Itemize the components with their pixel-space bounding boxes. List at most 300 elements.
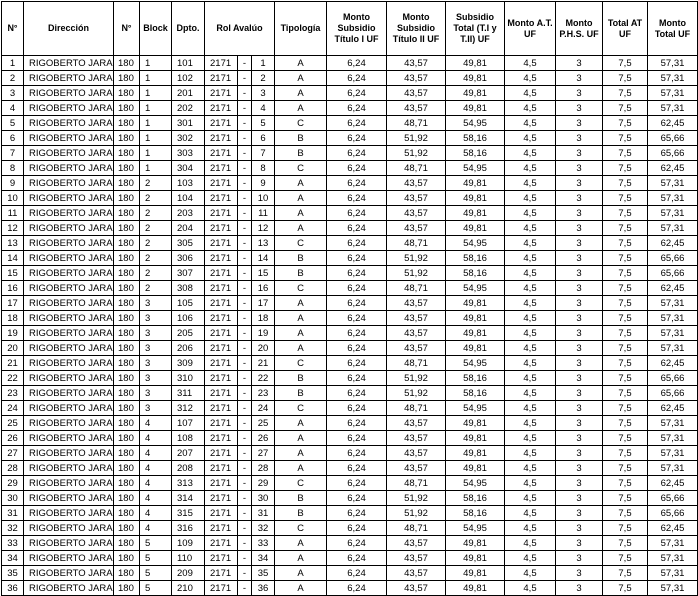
cell-n: 4 <box>2 101 24 116</box>
cell-subsidio-t1: 6,24 <box>327 176 387 191</box>
cell-numero: 180 <box>114 581 140 596</box>
cell-rol: 2171 <box>205 431 238 446</box>
cell-subsidio-total: 49,81 <box>446 326 505 341</box>
cell-rol-suffix: 22 <box>252 371 275 386</box>
cell-subsidio-t2: 43,57 <box>387 326 446 341</box>
cell-total-at: 7,5 <box>603 161 648 176</box>
cell-total-at: 7,5 <box>603 371 648 386</box>
cell-rol: 2171 <box>205 401 238 416</box>
cell-direccion: RIGOBERTO JARA <box>24 461 114 476</box>
cell-block: 1 <box>140 131 172 146</box>
table-row <box>2 191 698 206</box>
cell-rol: 2171 <box>205 71 238 86</box>
cell-monto-at: 4,5 <box>505 416 556 431</box>
cell-rol-suffix: 33 <box>252 536 275 551</box>
cell-rol-suffix: 24 <box>252 401 275 416</box>
cell-rol: 2171 <box>205 146 238 161</box>
cell-monto-phs: 3 <box>556 236 603 251</box>
cell-n: 36 <box>2 581 24 596</box>
cell-total-at: 7,5 <box>603 476 648 491</box>
cell-n: 21 <box>2 356 24 371</box>
cell-subsidio-t2: 51,92 <box>387 491 446 506</box>
cell-tipologia: A <box>275 296 327 311</box>
cell-monto-total: 57,31 <box>648 206 698 221</box>
cell-direccion: RIGOBERTO JARA <box>24 56 114 71</box>
cell-rol-suffix: 5 <box>252 116 275 131</box>
cell-dpto: 110 <box>172 551 205 566</box>
cell-rol: 2171 <box>205 176 238 191</box>
cell-total-at: 7,5 <box>603 71 648 86</box>
cell-monto-phs: 3 <box>556 401 603 416</box>
cell-monto-total: 65,66 <box>648 491 698 506</box>
cell-block: 2 <box>140 206 172 221</box>
cell-block: 3 <box>140 326 172 341</box>
cell-total-at: 7,5 <box>603 416 648 431</box>
cell-direccion: RIGOBERTO JARA <box>24 296 114 311</box>
cell-rol-separator: - <box>238 131 252 146</box>
header-row <box>2 2 698 56</box>
cell-block: 2 <box>140 281 172 296</box>
cell-monto-at: 4,5 <box>505 56 556 71</box>
table-row <box>2 581 698 596</box>
header-monto-subsidio-t1: Monto Subsidio Título I UF <box>327 2 387 56</box>
cell-subsidio-t2: 51,92 <box>387 506 446 521</box>
cell-direccion: RIGOBERTO JARA <box>24 416 114 431</box>
cell-rol-separator: - <box>238 491 252 506</box>
cell-numero: 180 <box>114 401 140 416</box>
cell-monto-total: 57,31 <box>648 551 698 566</box>
cell-monto-phs: 3 <box>556 101 603 116</box>
cell-dpto: 209 <box>172 566 205 581</box>
cell-rol-suffix: 3 <box>252 86 275 101</box>
cell-monto-phs: 3 <box>556 581 603 596</box>
cell-subsidio-total: 49,81 <box>446 206 505 221</box>
cell-subsidio-t2: 48,71 <box>387 236 446 251</box>
cell-subsidio-total: 49,81 <box>446 536 505 551</box>
cell-dpto: 102 <box>172 71 205 86</box>
cell-monto-at: 4,5 <box>505 266 556 281</box>
cell-monto-total: 57,31 <box>648 296 698 311</box>
cell-rol-suffix: 35 <box>252 566 275 581</box>
cell-monto-at: 4,5 <box>505 206 556 221</box>
cell-rol: 2171 <box>205 386 238 401</box>
table-row <box>2 236 698 251</box>
cell-subsidio-t2: 48,71 <box>387 116 446 131</box>
cell-tipologia: B <box>275 146 327 161</box>
cell-subsidio-t2: 43,57 <box>387 71 446 86</box>
cell-dpto: 106 <box>172 311 205 326</box>
cell-block: 1 <box>140 161 172 176</box>
cell-rol-separator: - <box>238 401 252 416</box>
cell-tipologia: A <box>275 191 327 206</box>
cell-monto-total: 65,66 <box>648 251 698 266</box>
cell-subsidio-t2: 48,71 <box>387 161 446 176</box>
cell-rol-separator: - <box>238 431 252 446</box>
cell-subsidio-total: 54,95 <box>446 236 505 251</box>
cell-monto-at: 4,5 <box>505 536 556 551</box>
cell-total-at: 7,5 <box>603 176 648 191</box>
cell-subsidio-t1: 6,24 <box>327 581 387 596</box>
cell-numero: 180 <box>114 446 140 461</box>
cell-numero: 180 <box>114 131 140 146</box>
cell-tipologia: C <box>275 521 327 536</box>
cell-rol-suffix: 34 <box>252 551 275 566</box>
cell-n: 14 <box>2 251 24 266</box>
cell-n: 3 <box>2 86 24 101</box>
cell-subsidio-t2: 43,57 <box>387 221 446 236</box>
cell-tipologia: A <box>275 56 327 71</box>
cell-n: 30 <box>2 491 24 506</box>
cell-block: 4 <box>140 476 172 491</box>
cell-total-at: 7,5 <box>603 116 648 131</box>
table-row <box>2 356 698 371</box>
cell-subsidio-t2: 43,57 <box>387 311 446 326</box>
cell-monto-total: 57,31 <box>648 536 698 551</box>
cell-n: 26 <box>2 431 24 446</box>
cell-monto-at: 4,5 <box>505 176 556 191</box>
cell-direccion: RIGOBERTO JARA <box>24 206 114 221</box>
cell-dpto: 308 <box>172 281 205 296</box>
cell-direccion: RIGOBERTO JARA <box>24 191 114 206</box>
cell-subsidio-t1: 6,24 <box>327 416 387 431</box>
table-row <box>2 161 698 176</box>
cell-dpto: 316 <box>172 521 205 536</box>
cell-subsidio-t2: 43,57 <box>387 461 446 476</box>
cell-monto-phs: 3 <box>556 356 603 371</box>
cell-dpto: 301 <box>172 116 205 131</box>
cell-numero: 180 <box>114 176 140 191</box>
cell-subsidio-t1: 6,24 <box>327 326 387 341</box>
cell-rol-separator: - <box>238 521 252 536</box>
cell-n: 27 <box>2 446 24 461</box>
cell-block: 2 <box>140 221 172 236</box>
cell-block: 4 <box>140 521 172 536</box>
cell-n: 9 <box>2 176 24 191</box>
cell-rol-separator: - <box>238 101 252 116</box>
cell-tipologia: C <box>275 116 327 131</box>
cell-dpto: 105 <box>172 296 205 311</box>
cell-monto-phs: 3 <box>556 221 603 236</box>
cell-monto-total: 62,45 <box>648 161 698 176</box>
cell-direccion: RIGOBERTO JARA <box>24 236 114 251</box>
cell-dpto: 104 <box>172 191 205 206</box>
cell-numero: 180 <box>114 416 140 431</box>
cell-tipologia: A <box>275 581 327 596</box>
cell-subsidio-t2: 43,57 <box>387 176 446 191</box>
cell-monto-at: 4,5 <box>505 251 556 266</box>
cell-tipologia: C <box>275 236 327 251</box>
cell-total-at: 7,5 <box>603 311 648 326</box>
cell-subsidio-t1: 6,24 <box>327 446 387 461</box>
cell-direccion: RIGOBERTO JARA <box>24 311 114 326</box>
cell-monto-total: 62,45 <box>648 356 698 371</box>
header-n: N° <box>2 2 24 56</box>
cell-subsidio-t1: 6,24 <box>327 341 387 356</box>
cell-total-at: 7,5 <box>603 491 648 506</box>
cell-rol: 2171 <box>205 506 238 521</box>
cell-monto-total: 62,45 <box>648 521 698 536</box>
cell-rol-suffix: 11 <box>252 206 275 221</box>
cell-dpto: 312 <box>172 401 205 416</box>
cell-monto-at: 4,5 <box>505 341 556 356</box>
cell-subsidio-t1: 6,24 <box>327 521 387 536</box>
cell-total-at: 7,5 <box>603 146 648 161</box>
cell-dpto: 303 <box>172 146 205 161</box>
cell-dpto: 205 <box>172 326 205 341</box>
cell-total-at: 7,5 <box>603 536 648 551</box>
cell-monto-at: 4,5 <box>505 146 556 161</box>
cell-monto-total: 57,31 <box>648 311 698 326</box>
cell-dpto: 207 <box>172 446 205 461</box>
cell-numero: 180 <box>114 206 140 221</box>
cell-rol-suffix: 17 <box>252 296 275 311</box>
cell-monto-phs: 3 <box>556 536 603 551</box>
cell-subsidio-t2: 51,92 <box>387 131 446 146</box>
cell-rol-separator: - <box>238 191 252 206</box>
cell-rol-suffix: 23 <box>252 386 275 401</box>
cell-numero: 180 <box>114 146 140 161</box>
cell-subsidio-t1: 6,24 <box>327 251 387 266</box>
cell-monto-phs: 3 <box>556 116 603 131</box>
cell-subsidio-t1: 6,24 <box>327 206 387 221</box>
cell-tipologia: A <box>275 71 327 86</box>
cell-tipologia: C <box>275 161 327 176</box>
cell-monto-phs: 3 <box>556 191 603 206</box>
cell-block: 1 <box>140 101 172 116</box>
cell-subsidio-t1: 6,24 <box>327 551 387 566</box>
cell-monto-phs: 3 <box>556 71 603 86</box>
cell-dpto: 204 <box>172 221 205 236</box>
cell-total-at: 7,5 <box>603 341 648 356</box>
cell-dpto: 313 <box>172 476 205 491</box>
cell-monto-total: 57,31 <box>648 56 698 71</box>
cell-dpto: 206 <box>172 341 205 356</box>
cell-rol-separator: - <box>238 71 252 86</box>
table-row <box>2 116 698 131</box>
cell-subsidio-total: 49,81 <box>446 431 505 446</box>
cell-tipologia: C <box>275 281 327 296</box>
cell-subsidio-t1: 6,24 <box>327 311 387 326</box>
cell-monto-total: 62,45 <box>648 476 698 491</box>
cell-rol-suffix: 20 <box>252 341 275 356</box>
cell-rol: 2171 <box>205 416 238 431</box>
cell-numero: 180 <box>114 356 140 371</box>
cell-block: 4 <box>140 446 172 461</box>
cell-numero: 180 <box>114 281 140 296</box>
cell-rol-suffix: 28 <box>252 461 275 476</box>
cell-subsidio-t1: 6,24 <box>327 506 387 521</box>
cell-monto-at: 4,5 <box>505 491 556 506</box>
cell-monto-at: 4,5 <box>505 131 556 146</box>
cell-total-at: 7,5 <box>603 581 648 596</box>
cell-total-at: 7,5 <box>603 386 648 401</box>
cell-subsidio-total: 49,81 <box>446 461 505 476</box>
cell-tipologia: B <box>275 491 327 506</box>
cell-numero: 180 <box>114 251 140 266</box>
cell-subsidio-t2: 43,57 <box>387 446 446 461</box>
cell-subsidio-t1: 6,24 <box>327 146 387 161</box>
cell-block: 2 <box>140 191 172 206</box>
cell-numero: 180 <box>114 311 140 326</box>
cell-monto-phs: 3 <box>556 326 603 341</box>
cell-direccion: RIGOBERTO JARA <box>24 116 114 131</box>
cell-block: 4 <box>140 416 172 431</box>
table-row <box>2 566 698 581</box>
cell-numero: 180 <box>114 506 140 521</box>
cell-monto-at: 4,5 <box>505 581 556 596</box>
cell-monto-phs: 3 <box>556 446 603 461</box>
cell-rol: 2171 <box>205 236 238 251</box>
cell-subsidio-t2: 43,57 <box>387 341 446 356</box>
cell-tipologia: B <box>275 371 327 386</box>
cell-rol: 2171 <box>205 476 238 491</box>
cell-rol: 2171 <box>205 491 238 506</box>
table-row <box>2 176 698 191</box>
cell-n: 7 <box>2 146 24 161</box>
cell-n: 20 <box>2 341 24 356</box>
cell-rol-separator: - <box>238 176 252 191</box>
cell-block: 4 <box>140 431 172 446</box>
table-row <box>2 491 698 506</box>
cell-rol-suffix: 21 <box>252 356 275 371</box>
cell-n: 10 <box>2 191 24 206</box>
cell-monto-phs: 3 <box>556 161 603 176</box>
table-row <box>2 221 698 236</box>
cell-rol-suffix: 4 <box>252 101 275 116</box>
cell-rol: 2171 <box>205 86 238 101</box>
cell-numero: 180 <box>114 71 140 86</box>
cell-subsidio-t2: 43,57 <box>387 566 446 581</box>
cell-monto-total: 57,31 <box>648 566 698 581</box>
cell-subsidio-t1: 6,24 <box>327 536 387 551</box>
cell-subsidio-t2: 51,92 <box>387 251 446 266</box>
cell-n: 15 <box>2 266 24 281</box>
cell-subsidio-total: 54,95 <box>446 356 505 371</box>
cell-rol: 2171 <box>205 371 238 386</box>
cell-monto-at: 4,5 <box>505 71 556 86</box>
cell-subsidio-total: 49,81 <box>446 56 505 71</box>
cell-block: 1 <box>140 86 172 101</box>
cell-total-at: 7,5 <box>603 296 648 311</box>
table-row <box>2 341 698 356</box>
cell-tipologia: A <box>275 551 327 566</box>
cell-total-at: 7,5 <box>603 356 648 371</box>
cell-total-at: 7,5 <box>603 431 648 446</box>
cell-monto-phs: 3 <box>556 461 603 476</box>
cell-rol-suffix: 30 <box>252 491 275 506</box>
cell-monto-total: 57,31 <box>648 446 698 461</box>
cell-monto-total: 62,45 <box>648 401 698 416</box>
cell-dpto: 314 <box>172 491 205 506</box>
cell-direccion: RIGOBERTO JARA <box>24 71 114 86</box>
cell-rol-separator: - <box>238 221 252 236</box>
cell-rol-separator: - <box>238 461 252 476</box>
cell-rol: 2171 <box>205 536 238 551</box>
cell-monto-at: 4,5 <box>505 101 556 116</box>
cell-subsidio-t1: 6,24 <box>327 281 387 296</box>
cell-block: 4 <box>140 461 172 476</box>
cell-subsidio-t1: 6,24 <box>327 236 387 251</box>
cell-monto-phs: 3 <box>556 146 603 161</box>
cell-tipologia: A <box>275 341 327 356</box>
cell-rol-separator: - <box>238 371 252 386</box>
header-dpto: Dpto. <box>172 2 205 56</box>
cell-tipologia: C <box>275 476 327 491</box>
cell-numero: 180 <box>114 86 140 101</box>
cell-monto-at: 4,5 <box>505 506 556 521</box>
header-monto-subsidio-t2: Monto Subsidio Título II UF <box>387 2 446 56</box>
cell-numero: 180 <box>114 551 140 566</box>
cell-rol-suffix: 14 <box>252 251 275 266</box>
cell-rol-suffix: 27 <box>252 446 275 461</box>
cell-dpto: 302 <box>172 131 205 146</box>
cell-direccion: RIGOBERTO JARA <box>24 86 114 101</box>
cell-numero: 180 <box>114 566 140 581</box>
cell-monto-at: 4,5 <box>505 116 556 131</box>
cell-dpto: 202 <box>172 101 205 116</box>
cell-block: 3 <box>140 371 172 386</box>
cell-subsidio-total: 54,95 <box>446 116 505 131</box>
cell-subsidio-total: 54,95 <box>446 476 505 491</box>
cell-monto-total: 57,31 <box>648 416 698 431</box>
cell-monto-total: 65,66 <box>648 146 698 161</box>
cell-numero: 180 <box>114 296 140 311</box>
table-row <box>2 86 698 101</box>
cell-numero: 180 <box>114 491 140 506</box>
cell-block: 5 <box>140 536 172 551</box>
cell-subsidio-t1: 6,24 <box>327 56 387 71</box>
cell-n: 33 <box>2 536 24 551</box>
table-row <box>2 71 698 86</box>
cell-subsidio-t2: 43,57 <box>387 56 446 71</box>
cell-block: 3 <box>140 311 172 326</box>
cell-monto-at: 4,5 <box>505 461 556 476</box>
cell-rol-separator: - <box>238 251 252 266</box>
cell-rol: 2171 <box>205 551 238 566</box>
cell-monto-total: 57,31 <box>648 86 698 101</box>
cell-rol-separator: - <box>238 386 252 401</box>
cell-rol: 2171 <box>205 521 238 536</box>
cell-rol-separator: - <box>238 551 252 566</box>
cell-monto-total: 57,31 <box>648 101 698 116</box>
cell-rol-suffix: 31 <box>252 506 275 521</box>
cell-tipologia: A <box>275 416 327 431</box>
table-row <box>2 386 698 401</box>
cell-monto-phs: 3 <box>556 251 603 266</box>
cell-monto-total: 62,45 <box>648 116 698 131</box>
cell-monto-total: 65,66 <box>648 266 698 281</box>
cell-subsidio-total: 58,16 <box>446 146 505 161</box>
cell-n: 31 <box>2 506 24 521</box>
cell-tipologia: C <box>275 356 327 371</box>
cell-subsidio-t1: 6,24 <box>327 296 387 311</box>
cell-n: 25 <box>2 416 24 431</box>
cell-block: 1 <box>140 71 172 86</box>
cell-subsidio-t1: 6,24 <box>327 461 387 476</box>
cell-rol-suffix: 29 <box>252 476 275 491</box>
cell-rol-suffix: 25 <box>252 416 275 431</box>
cell-n: 1 <box>2 56 24 71</box>
table-row <box>2 266 698 281</box>
cell-n: 28 <box>2 461 24 476</box>
cell-dpto: 311 <box>172 386 205 401</box>
cell-rol-suffix: 9 <box>252 176 275 191</box>
cell-rol-suffix: 13 <box>252 236 275 251</box>
cell-monto-total: 57,31 <box>648 431 698 446</box>
table-row <box>2 446 698 461</box>
cell-direccion: RIGOBERTO JARA <box>24 476 114 491</box>
cell-monto-phs: 3 <box>556 296 603 311</box>
